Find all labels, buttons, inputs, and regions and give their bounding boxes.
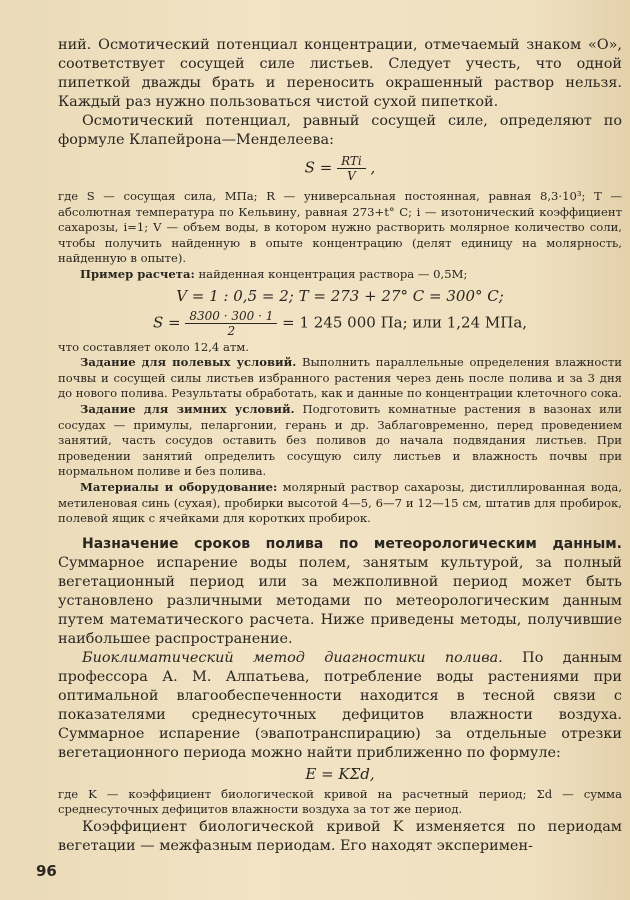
formula3-denominator: 2	[227, 323, 236, 338]
text-column	[58, 36, 622, 856]
task-winter	[58, 402, 622, 480]
section-irrigation	[58, 535, 622, 649]
fraction-numerator: RTi	[337, 154, 366, 169]
formula3-rhs: = 1 245 000 Па; или 1,24 МПа,	[282, 313, 528, 332]
section-text: Суммарное испарение воды полем, занятым культурой, за полный вегетационный период или за межполивной период может быть установлено различными методами по метеорологическим данным путем математического расчета. Ниже приведены методы, получившие наибольшее распространение.	[58, 554, 622, 647]
approx-line: что составляет около 12,4 атм.	[58, 339, 249, 354]
formula-evapotranspiration: E = KΣd,	[305, 764, 375, 783]
formula-fraction	[337, 154, 366, 183]
bioclim-paragraph	[58, 649, 622, 763]
formula-trail: ,	[370, 158, 376, 177]
task-winter-label: Задание для зимних условий.	[80, 401, 295, 416]
fraction-denominator: V	[347, 169, 356, 183]
section-heading: Назначение сроков полива по метеорологическим данным.	[82, 535, 622, 552]
formula-s-calc	[58, 309, 622, 338]
formula-vt: V = 1 : 0,5 = 2; T = 273 + 27° C = 300° C;	[176, 286, 504, 305]
formula3-fraction	[185, 309, 277, 338]
materials	[58, 480, 622, 527]
task-field	[58, 355, 622, 402]
last-paragraph: Коэффициент биологической кривой K изменяется по периодам вегетации — межфазным периодам. Его находят эксперимен-	[58, 818, 622, 854]
example-text: найденная концентрация раствора — 0,5М;	[198, 266, 468, 281]
example-label: Пример расчета:	[80, 266, 195, 281]
page-number: 96	[36, 862, 57, 880]
task-field-label: Задание для полевых условий.	[80, 355, 297, 370]
formula3-lhs: S =	[152, 313, 181, 332]
task-winter-text: Подготовить комнатные растения в вазонах или сосудах — примулы, пеларгонии, герань и др. Заблаговременно, перед проведением занятий, часть сосудов оставить без поливов до начала подвядания листьев. При проведении занятий определить сосущую силу листьев и влажность почвы при нормальном поливе и без полива.	[58, 401, 622, 479]
materials-text: молярный раствор сахарозы, дистиллированная вода, метиленовая синь (сухая), пробирки высотой 4—5, 6—7 и 12—15 см, штатив для пробирок, полевой ящик с ячейками для коротких пробирок.	[58, 479, 623, 526]
bioclim-text: По данным профессора А. М. Алпатьева, потребление воды растениями при оптимальной влагообеспеченности находится в тесной связи с показателями среднесуточных дефицитов влажности воздуха. Суммарное испарение (эвапотранспирацию) за отдельные отрезки вегетационного периода можно найти приближенно по формуле:	[58, 649, 623, 761]
paragraph-osmotic-2: Осмотический потенциал, равный сосущей силе, определяют по формуле Клапейрона—Менделеева:	[58, 113, 622, 148]
task-field-text: Выполнить параллельные определения влажности почвы и сосущей силы листьев избранного растения через день после полива и за 3 дня до нового полива. Результаты обработать, как и данные по концентрации клеточного сока.	[58, 355, 622, 401]
materials-label: Материалы и оборудование:	[80, 479, 278, 494]
paragraph-osmotic-1: ний. Осмотический потенциал концентрации, отмечаемый знаком «О», соответствует сосущей силе листьев. Следует учесть, что одной пипеткой дважды брать и переносить окрашенный раствор нельзя. Каждый раз нужно пользоваться чистой сухой пипеткой.	[58, 37, 622, 110]
where-definitions-1: где S — сосущая сила, МПа; R — универсальная постоянная, равная 8,3·10³; T — абсолютная температура по Кельвину, равная 273+t° C; i — изотонический коэффициент сахарозы, i=1; V — объем воды, в котором нужно растворить молярное количество соли, чтобы получить найденную в опыте концентрацию (делят единицу на молярность, найденную в опыте).	[58, 189, 622, 266]
where-definitions-2: где K — коэффициент биологической кривой на расчетный период; Σd — сумма среднесуточных дефицитов влажности воздуха за тот же период.	[58, 786, 622, 817]
bioclim-heading: Биоклиматический метод диагностики полива.	[82, 649, 503, 666]
formula-clapeyron	[58, 154, 622, 183]
formula-lhs: S =	[304, 158, 333, 177]
example-line	[58, 267, 622, 283]
formula3-numerator: 8300 · 300 · 1	[185, 309, 277, 324]
